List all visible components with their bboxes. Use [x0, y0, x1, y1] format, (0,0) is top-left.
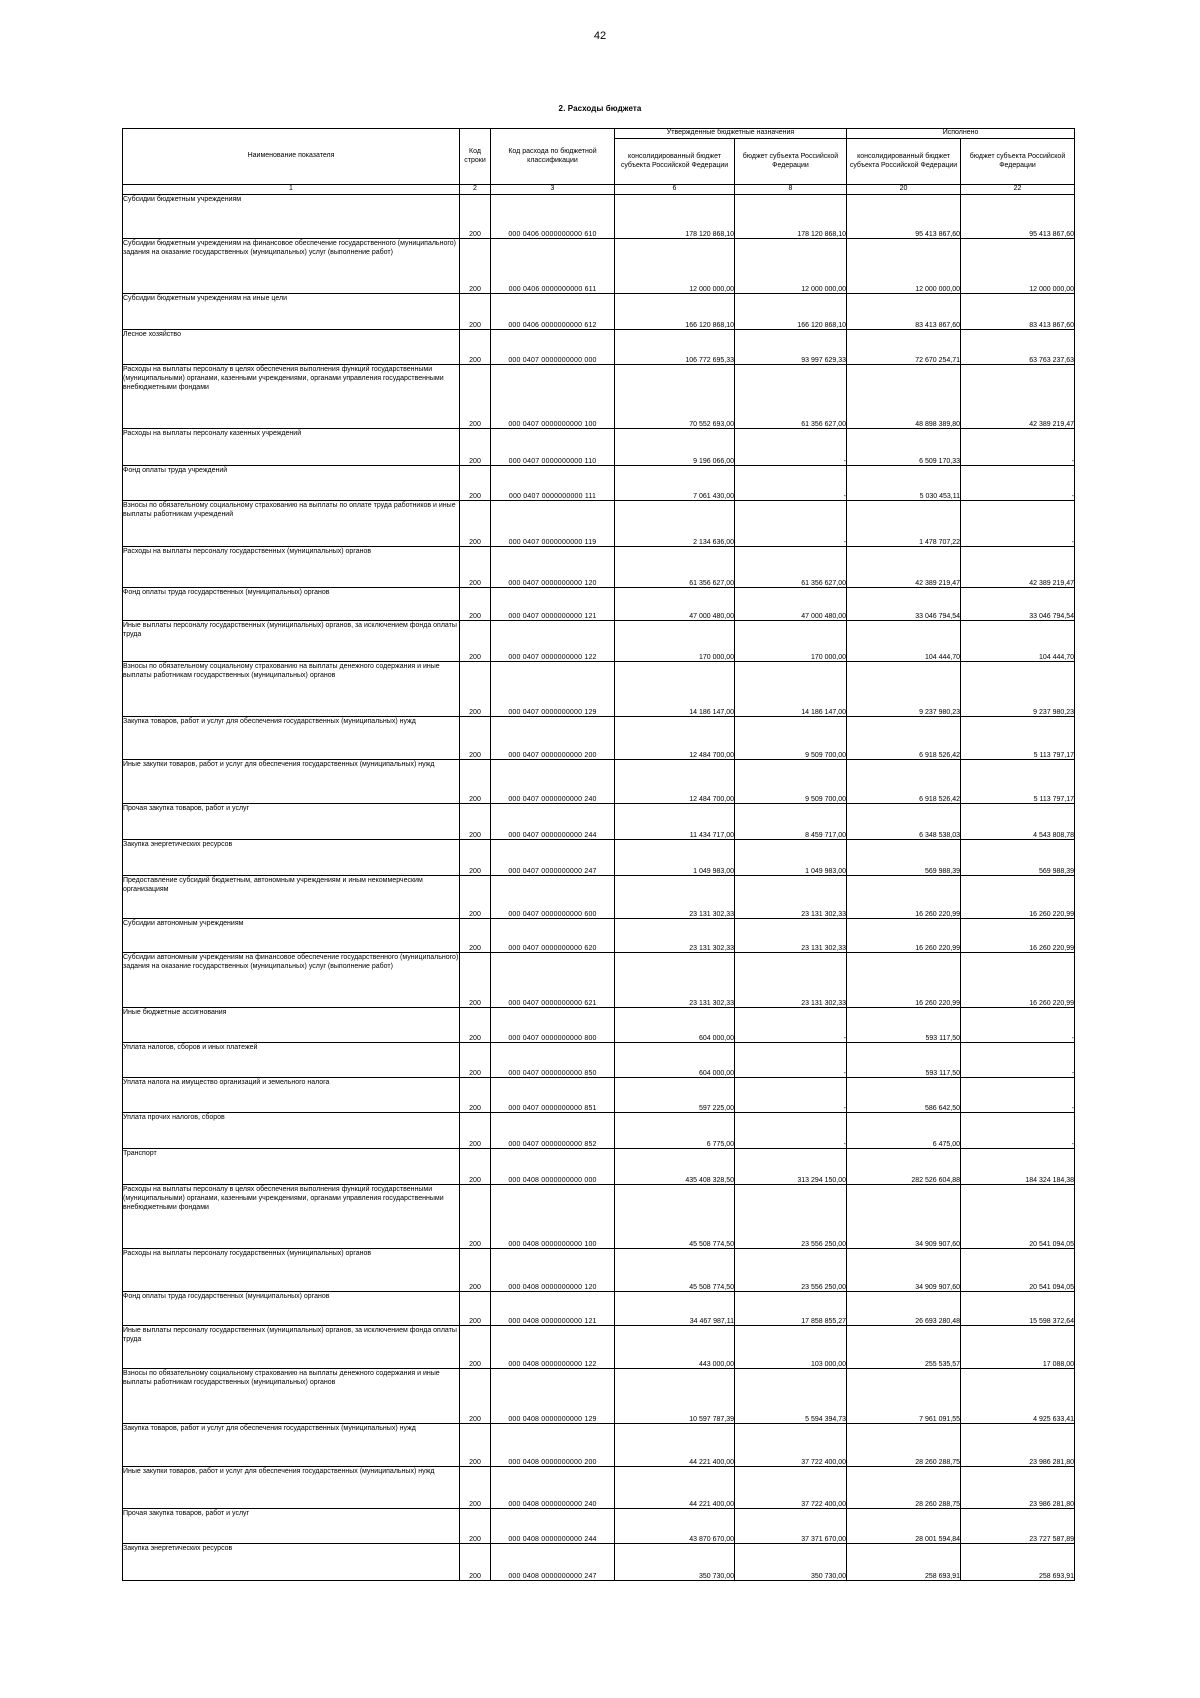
row-approved-subject: 14 186 147,00 — [735, 662, 847, 717]
row-executed-consolidated: 104 444,70 — [847, 621, 961, 662]
row-executed-consolidated: 586 642,50 — [847, 1078, 961, 1113]
row-name: Расходы на выплаты персоналу в целях обеспечения выполнения функций государственными (муниципальными) органами, казенными учреждениями, органами управления государственными внебюджетными фондами — [123, 365, 460, 429]
row-approved-consolidated: 70 552 693,00 — [615, 365, 735, 429]
row-approved-consolidated: 14 186 147,00 — [615, 662, 735, 717]
row-budget-code: 000 0407 0000000000 851 — [491, 1078, 615, 1113]
row-line-code: 200 — [460, 1043, 491, 1078]
row-executed-consolidated: 72 670 254,71 — [847, 330, 961, 365]
row-approved-consolidated: 6 775,00 — [615, 1113, 735, 1149]
row-approved-consolidated: 47 000 480,00 — [615, 588, 735, 621]
row-approved-subject: 23 556 250,00 — [735, 1185, 847, 1249]
row-executed-subject: 104 444,70 — [961, 621, 1075, 662]
row-line-code: 200 — [460, 1326, 491, 1369]
col-number: 22 — [961, 185, 1075, 195]
row-line-code: 200 — [460, 804, 491, 840]
table-row — [123, 588, 1075, 621]
header-budget-code: Код расхода по бюджетной классификации — [491, 129, 615, 185]
row-budget-code: 000 0407 0000000000 621 — [491, 953, 615, 1008]
row-executed-consolidated: 28 001 594,84 — [847, 1509, 961, 1544]
row-approved-consolidated: 23 131 302,33 — [615, 919, 735, 953]
table-row — [123, 1185, 1075, 1249]
row-approved-subject: - — [735, 429, 847, 466]
table-row — [123, 1467, 1075, 1509]
row-name: Субсидии бюджетным учреждениям на иные цели — [123, 294, 460, 330]
row-executed-consolidated: 16 260 220,99 — [847, 953, 961, 1008]
row-line-code: 200 — [460, 621, 491, 662]
row-name: Закупка товаров, работ и услуг для обеспечения государственных (муниципальных) нужд — [123, 717, 460, 760]
row-executed-consolidated: 34 909 907,60 — [847, 1249, 961, 1292]
row-executed-subject: 258 693,91 — [961, 1544, 1075, 1581]
row-approved-subject: 37 722 400,00 — [735, 1467, 847, 1509]
row-executed-subject: 63 763 237,63 — [961, 330, 1075, 365]
row-approved-consolidated: 12 484 700,00 — [615, 717, 735, 760]
row-budget-code: 000 0407 0000000000 120 — [491, 547, 615, 588]
row-name: Транспорт — [123, 1149, 460, 1185]
row-executed-consolidated: 83 413 867,60 — [847, 294, 961, 330]
row-line-code: 200 — [460, 919, 491, 953]
table-row — [123, 1113, 1075, 1149]
row-executed-consolidated: 28 260 288,75 — [847, 1467, 961, 1509]
row-executed-consolidated: 593 117,50 — [847, 1008, 961, 1043]
header-line-code: Код строки — [460, 129, 491, 185]
table-row — [123, 621, 1075, 662]
row-executed-consolidated: 569 988,39 — [847, 840, 961, 876]
row-name: Взносы по обязательному социальному страхованию на выплаты по оплате труда работников и иные выплаты работникам учреждений — [123, 501, 460, 547]
table-row — [123, 501, 1075, 547]
row-line-code: 200 — [460, 1369, 491, 1424]
row-name: Уплата прочих налогов, сборов — [123, 1113, 460, 1149]
row-approved-consolidated: 44 221 400,00 — [615, 1424, 735, 1467]
row-approved-subject: 1 049 983,00 — [735, 840, 847, 876]
row-line-code: 200 — [460, 466, 491, 501]
row-executed-subject: 23 986 281,80 — [961, 1467, 1075, 1509]
row-approved-consolidated: 7 061 430,00 — [615, 466, 735, 501]
row-executed-subject: - — [961, 429, 1075, 466]
row-executed-consolidated: 258 693,91 — [847, 1544, 961, 1581]
table-row — [123, 953, 1075, 1008]
table-row — [123, 547, 1075, 588]
row-line-code: 200 — [460, 662, 491, 717]
row-line-code: 200 — [460, 1113, 491, 1149]
row-budget-code: 000 0408 0000000000 121 — [491, 1292, 615, 1326]
row-line-code: 200 — [460, 1149, 491, 1185]
row-line-code: 200 — [460, 717, 491, 760]
col-number: 8 — [735, 185, 847, 195]
row-name: Иные закупки товаров, работ и услуг для обеспечения государственных (муниципальных) нужд — [123, 760, 460, 804]
row-approved-consolidated: 597 225,00 — [615, 1078, 735, 1113]
row-approved-subject: 178 120 868,10 — [735, 195, 847, 239]
row-executed-subject: - — [961, 1113, 1075, 1149]
row-executed-subject: 16 260 220,99 — [961, 919, 1075, 953]
row-executed-consolidated: 42 389 219,47 — [847, 547, 961, 588]
row-approved-consolidated: 2 134 636,00 — [615, 501, 735, 547]
row-budget-code: 000 0408 0000000000 129 — [491, 1369, 615, 1424]
table-row — [123, 760, 1075, 804]
row-line-code: 200 — [460, 840, 491, 876]
table-row — [123, 1544, 1075, 1581]
row-name: Фонд оплаты труда государственных (муниципальных) органов — [123, 588, 460, 621]
row-line-code: 200 — [460, 1424, 491, 1467]
row-name: Прочая закупка товаров, работ и услуг — [123, 804, 460, 840]
row-budget-code: 000 0408 0000000000 120 — [491, 1249, 615, 1292]
table-row — [123, 1369, 1075, 1424]
row-executed-consolidated: 282 526 604,88 — [847, 1149, 961, 1185]
row-executed-subject: - — [961, 466, 1075, 501]
row-executed-consolidated: 6 475,00 — [847, 1113, 961, 1149]
header-executed-subject: бюджет субъекта Российской Федерации — [961, 139, 1075, 185]
row-approved-consolidated: 350 730,00 — [615, 1544, 735, 1581]
row-name: Субсидии автономным учреждениям — [123, 919, 460, 953]
row-name: Фонд оплаты труда учреждений — [123, 466, 460, 501]
row-name: Закупка энергетических ресурсов — [123, 840, 460, 876]
section-title: 2. Расходы бюджета — [558, 104, 642, 113]
row-approved-subject: 61 356 627,00 — [735, 547, 847, 588]
row-budget-code: 000 0407 0000000000 129 — [491, 662, 615, 717]
row-approved-consolidated: 178 120 868,10 — [615, 195, 735, 239]
table-row — [123, 1043, 1075, 1078]
row-executed-subject: - — [961, 1008, 1075, 1043]
table-row — [123, 330, 1075, 365]
row-line-code: 200 — [460, 1185, 491, 1249]
row-name: Взносы по обязательному социальному страхованию на выплаты денежного содержания и иные выплаты работникам государственных (муниципальных) органов — [123, 662, 460, 717]
row-approved-subject: 8 459 717,00 — [735, 804, 847, 840]
row-approved-consolidated: 12 000 000,00 — [615, 239, 735, 294]
table-body — [123, 195, 1075, 1581]
row-approved-subject: - — [735, 1043, 847, 1078]
row-approved-consolidated: 43 870 670,00 — [615, 1509, 735, 1544]
table-row — [123, 840, 1075, 876]
row-executed-subject: 23 986 281,80 — [961, 1424, 1075, 1467]
row-approved-subject: 166 120 868,10 — [735, 294, 847, 330]
row-approved-subject: 23 131 302,33 — [735, 876, 847, 919]
header-executed: Исполнено — [847, 129, 1075, 139]
row-executed-consolidated: 33 046 794,54 — [847, 588, 961, 621]
row-name: Расходы на выплаты персоналу государственных (муниципальных) органов — [123, 1249, 460, 1292]
row-name: Расходы на выплаты персоналу в целях обеспечения выполнения функций государственными (муниципальными) органами, казенными учреждениями, органами управления государственными внебюджетными фондами — [123, 1185, 460, 1249]
table-row — [123, 1249, 1075, 1292]
row-line-code: 200 — [460, 547, 491, 588]
col-number: 2 — [460, 185, 491, 195]
row-budget-code: 000 0407 0000000000 620 — [491, 919, 615, 953]
row-name: Прочая закупка товаров, работ и услуг — [123, 1509, 460, 1544]
table-row — [123, 1509, 1075, 1544]
table-row — [123, 1292, 1075, 1326]
row-executed-subject: - — [961, 501, 1075, 547]
row-executed-subject: 4 543 808,78 — [961, 804, 1075, 840]
col-number: 1 — [123, 185, 460, 195]
table-row — [123, 876, 1075, 919]
row-executed-subject: 23 727 587,89 — [961, 1509, 1075, 1544]
row-approved-subject: - — [735, 1008, 847, 1043]
row-executed-subject: 42 389 219,47 — [961, 547, 1075, 588]
table-row — [123, 365, 1075, 429]
row-executed-consolidated: 7 961 091,55 — [847, 1369, 961, 1424]
table-row — [123, 919, 1075, 953]
row-approved-consolidated: 443 000,00 — [615, 1326, 735, 1369]
row-line-code: 200 — [460, 876, 491, 919]
row-executed-subject: 9 237 980,23 — [961, 662, 1075, 717]
row-name: Уплата налогов, сборов и иных платежей — [123, 1043, 460, 1078]
row-budget-code: 000 0407 0000000000 600 — [491, 876, 615, 919]
row-line-code: 200 — [460, 1008, 491, 1043]
row-approved-subject: 9 509 700,00 — [735, 760, 847, 804]
row-budget-code: 000 0407 0000000000 850 — [491, 1043, 615, 1078]
table-row — [123, 239, 1075, 294]
row-executed-subject: 33 046 794,54 — [961, 588, 1075, 621]
table-row — [123, 1424, 1075, 1467]
row-name: Иные выплаты персоналу государственных (муниципальных) органов, за исключением фонда оплаты труда — [123, 1326, 460, 1369]
row-executed-subject: - — [961, 1078, 1075, 1113]
header-name: Наименование показателя — [123, 129, 460, 185]
row-budget-code: 000 0407 0000000000 800 — [491, 1008, 615, 1043]
row-line-code: 200 — [460, 330, 491, 365]
row-executed-subject: 83 413 867,60 — [961, 294, 1075, 330]
row-approved-subject: - — [735, 1113, 847, 1149]
row-budget-code: 000 0406 0000000000 612 — [491, 294, 615, 330]
row-approved-subject: 23 131 302,33 — [735, 953, 847, 1008]
row-name: Расходы на выплаты персоналу государственных (муниципальных) органов — [123, 547, 460, 588]
row-executed-subject: 16 260 220,99 — [961, 953, 1075, 1008]
row-executed-subject: 20 541 094,05 — [961, 1249, 1075, 1292]
row-approved-consolidated: 34 467 987,11 — [615, 1292, 735, 1326]
row-line-code: 200 — [460, 501, 491, 547]
row-budget-code: 000 0406 0000000000 610 — [491, 195, 615, 239]
row-budget-code: 000 0408 0000000000 247 — [491, 1544, 615, 1581]
row-executed-subject: 5 113 797,17 — [961, 717, 1075, 760]
row-approved-consolidated: 23 131 302,33 — [615, 953, 735, 1008]
table-row — [123, 804, 1075, 840]
table-row — [123, 429, 1075, 466]
header-approved-consolidated: консолидированный бюджет субъекта Российской Федерации — [615, 139, 735, 185]
row-approved-subject: 350 730,00 — [735, 1544, 847, 1581]
table-row — [123, 1149, 1075, 1185]
row-line-code: 200 — [460, 1544, 491, 1581]
table-row — [123, 1326, 1075, 1369]
table-row — [123, 717, 1075, 760]
page-number: 42 — [593, 30, 607, 42]
row-line-code: 200 — [460, 294, 491, 330]
row-line-code: 200 — [460, 239, 491, 294]
table-row — [123, 662, 1075, 717]
row-approved-subject: 23 556 250,00 — [735, 1249, 847, 1292]
row-budget-code: 000 0408 0000000000 240 — [491, 1467, 615, 1509]
row-approved-consolidated: 106 772 695,33 — [615, 330, 735, 365]
row-executed-consolidated: 255 535,57 — [847, 1326, 961, 1369]
row-approved-subject: 103 000,00 — [735, 1326, 847, 1369]
row-approved-consolidated: 61 356 627,00 — [615, 547, 735, 588]
row-name: Иные бюджетные ассигнования — [123, 1008, 460, 1043]
row-line-code: 200 — [460, 195, 491, 239]
row-approved-subject: 37 371 670,00 — [735, 1509, 847, 1544]
row-name: Расходы на выплаты персоналу казенных учреждений — [123, 429, 460, 466]
row-executed-consolidated: 95 413 867,60 — [847, 195, 961, 239]
col-number: 6 — [615, 185, 735, 195]
row-name: Закупка энергетических ресурсов — [123, 1544, 460, 1581]
row-executed-consolidated: 6 509 170,33 — [847, 429, 961, 466]
row-approved-subject: 37 722 400,00 — [735, 1424, 847, 1467]
row-line-code: 200 — [460, 365, 491, 429]
row-name: Субсидии бюджетным учреждениям — [123, 195, 460, 239]
col-number: 20 — [847, 185, 961, 195]
row-executed-consolidated: 34 909 907,60 — [847, 1185, 961, 1249]
row-budget-code: 000 0407 0000000000 200 — [491, 717, 615, 760]
budget-expenses-table — [122, 128, 1075, 1581]
row-budget-code: 000 0408 0000000000 000 — [491, 1149, 615, 1185]
row-name: Уплата налога на имущество организаций и земельного налога — [123, 1078, 460, 1113]
row-executed-subject: 95 413 867,60 — [961, 195, 1075, 239]
row-executed-subject: 5 113 797,17 — [961, 760, 1075, 804]
row-approved-consolidated: 45 508 774,50 — [615, 1249, 735, 1292]
table-row — [123, 466, 1075, 501]
row-approved-consolidated: 166 120 868,10 — [615, 294, 735, 330]
row-approved-subject: 5 594 394,73 — [735, 1369, 847, 1424]
header-executed-consolidated: консолидированный бюджет субъекта Российской Федерации — [847, 139, 961, 185]
table-row — [123, 1008, 1075, 1043]
row-name: Фонд оплаты труда государственных (муниципальных) органов — [123, 1292, 460, 1326]
row-executed-consolidated: 16 260 220,99 — [847, 919, 961, 953]
row-name: Иные закупки товаров, работ и услуг для обеспечения государственных (муниципальных) нужд — [123, 1467, 460, 1509]
row-approved-subject: 9 509 700,00 — [735, 717, 847, 760]
row-approved-subject: 23 131 302,33 — [735, 919, 847, 953]
row-name: Лесное хозяйство — [123, 330, 460, 365]
row-line-code: 200 — [460, 1467, 491, 1509]
row-budget-code: 000 0407 0000000000 119 — [491, 501, 615, 547]
row-budget-code: 000 0407 0000000000 121 — [491, 588, 615, 621]
header-approved: Утвержденные бюджетные назначения — [615, 129, 847, 139]
row-executed-subject: 42 389 219,47 — [961, 365, 1075, 429]
row-line-code: 200 — [460, 588, 491, 621]
row-line-code: 200 — [460, 1249, 491, 1292]
row-name: Предоставление субсидий бюджетным, автономным учреждениям и иным некоммерческим организациям — [123, 876, 460, 919]
row-line-code: 200 — [460, 1078, 491, 1113]
row-budget-code: 000 0408 0000000000 100 — [491, 1185, 615, 1249]
table-row — [123, 294, 1075, 330]
row-executed-consolidated: 26 693 280,48 — [847, 1292, 961, 1326]
row-executed-consolidated: 593 117,50 — [847, 1043, 961, 1078]
row-approved-consolidated: 44 221 400,00 — [615, 1467, 735, 1509]
row-budget-code: 000 0408 0000000000 200 — [491, 1424, 615, 1467]
row-approved-subject: - — [735, 501, 847, 547]
row-executed-consolidated: 16 260 220,99 — [847, 876, 961, 919]
row-budget-code: 000 0407 0000000000 852 — [491, 1113, 615, 1149]
row-executed-consolidated: 5 030 453,11 — [847, 466, 961, 501]
row-executed-subject: 184 324 184,38 — [961, 1149, 1075, 1185]
row-executed-subject: 12 000 000,00 — [961, 239, 1075, 294]
row-budget-code: 000 0407 0000000000 240 — [491, 760, 615, 804]
row-executed-consolidated: 6 918 526,42 — [847, 760, 961, 804]
row-budget-code: 000 0408 0000000000 244 — [491, 1509, 615, 1544]
row-approved-subject: 170 000,00 — [735, 621, 847, 662]
row-executed-subject: 20 541 094,05 — [961, 1185, 1075, 1249]
row-budget-code: 000 0408 0000000000 122 — [491, 1326, 615, 1369]
row-budget-code: 000 0407 0000000000 122 — [491, 621, 615, 662]
row-approved-consolidated: 45 508 774,50 — [615, 1185, 735, 1249]
row-executed-consolidated: 28 260 288,75 — [847, 1424, 961, 1467]
row-approved-consolidated: 1 049 983,00 — [615, 840, 735, 876]
row-executed-subject: - — [961, 1043, 1075, 1078]
row-budget-code: 000 0407 0000000000 110 — [491, 429, 615, 466]
row-executed-consolidated: 1 478 707,22 — [847, 501, 961, 547]
row-executed-consolidated: 12 000 000,00 — [847, 239, 961, 294]
row-executed-subject: 15 598 372,64 — [961, 1292, 1075, 1326]
row-approved-consolidated: 10 597 787,39 — [615, 1369, 735, 1424]
row-budget-code: 000 0407 0000000000 000 — [491, 330, 615, 365]
row-approved-subject: 93 997 629,33 — [735, 330, 847, 365]
row-executed-subject: 17 088,00 — [961, 1326, 1075, 1369]
row-name: Субсидии автономным учреждениям на финансовое обеспечение государственного (муниципального) задания на оказание государственных (муниципальных) услуг (выполнение работ) — [123, 953, 460, 1008]
row-approved-subject: 313 294 150,00 — [735, 1149, 847, 1185]
row-executed-consolidated: 48 898 389,80 — [847, 365, 961, 429]
row-executed-subject: 569 988,39 — [961, 840, 1075, 876]
row-name: Субсидии бюджетным учреждениям на финансовое обеспечение государственного (муниципального) задания на оказание государственных (муниципальных) услуг (выполнение работ) — [123, 239, 460, 294]
row-approved-consolidated: 12 484 700,00 — [615, 760, 735, 804]
row-approved-consolidated: 11 434 717,00 — [615, 804, 735, 840]
row-approved-subject: 17 858 855,27 — [735, 1292, 847, 1326]
table-row — [123, 195, 1075, 239]
row-executed-subject: 4 925 633,41 — [961, 1369, 1075, 1424]
row-approved-subject: 47 000 480,00 — [735, 588, 847, 621]
row-budget-code: 000 0407 0000000000 247 — [491, 840, 615, 876]
row-budget-code: 000 0406 0000000000 611 — [491, 239, 615, 294]
row-approved-consolidated: 170 000,00 — [615, 621, 735, 662]
row-budget-code: 000 0407 0000000000 100 — [491, 365, 615, 429]
row-line-code: 200 — [460, 1509, 491, 1544]
row-approved-subject: - — [735, 466, 847, 501]
row-executed-consolidated: 9 237 980,23 — [847, 662, 961, 717]
row-approved-consolidated: 604 000,00 — [615, 1043, 735, 1078]
row-budget-code: 000 0407 0000000000 244 — [491, 804, 615, 840]
row-approved-consolidated: 604 000,00 — [615, 1008, 735, 1043]
row-approved-subject: 61 356 627,00 — [735, 365, 847, 429]
header-approved-subject: бюджет субъекта Российской Федерации — [735, 139, 847, 185]
row-name: Взносы по обязательному социальному страхованию на выплаты денежного содержания и иные выплаты работникам государственных (муниципальных) органов — [123, 1369, 460, 1424]
row-approved-subject: - — [735, 1078, 847, 1113]
row-approved-consolidated: 9 196 066,00 — [615, 429, 735, 466]
table-header — [123, 129, 1075, 195]
col-number: 3 — [491, 185, 615, 195]
row-executed-consolidated: 6 918 526,42 — [847, 717, 961, 760]
row-name: Закупка товаров, работ и услуг для обеспечения государственных (муниципальных) нужд — [123, 1424, 460, 1467]
row-budget-code: 000 0407 0000000000 111 — [491, 466, 615, 501]
table-row — [123, 1078, 1075, 1113]
row-line-code: 200 — [460, 429, 491, 466]
row-name: Иные выплаты персоналу государственных (муниципальных) органов, за исключением фонда оплаты труда — [123, 621, 460, 662]
row-line-code: 200 — [460, 1292, 491, 1326]
row-line-code: 200 — [460, 760, 491, 804]
row-line-code: 200 — [460, 953, 491, 1008]
row-executed-consolidated: 6 348 538,03 — [847, 804, 961, 840]
row-approved-consolidated: 435 408 328,50 — [615, 1149, 735, 1185]
row-approved-subject: 12 000 000,00 — [735, 239, 847, 294]
row-executed-subject: 16 260 220,99 — [961, 876, 1075, 919]
row-approved-consolidated: 23 131 302,33 — [615, 876, 735, 919]
